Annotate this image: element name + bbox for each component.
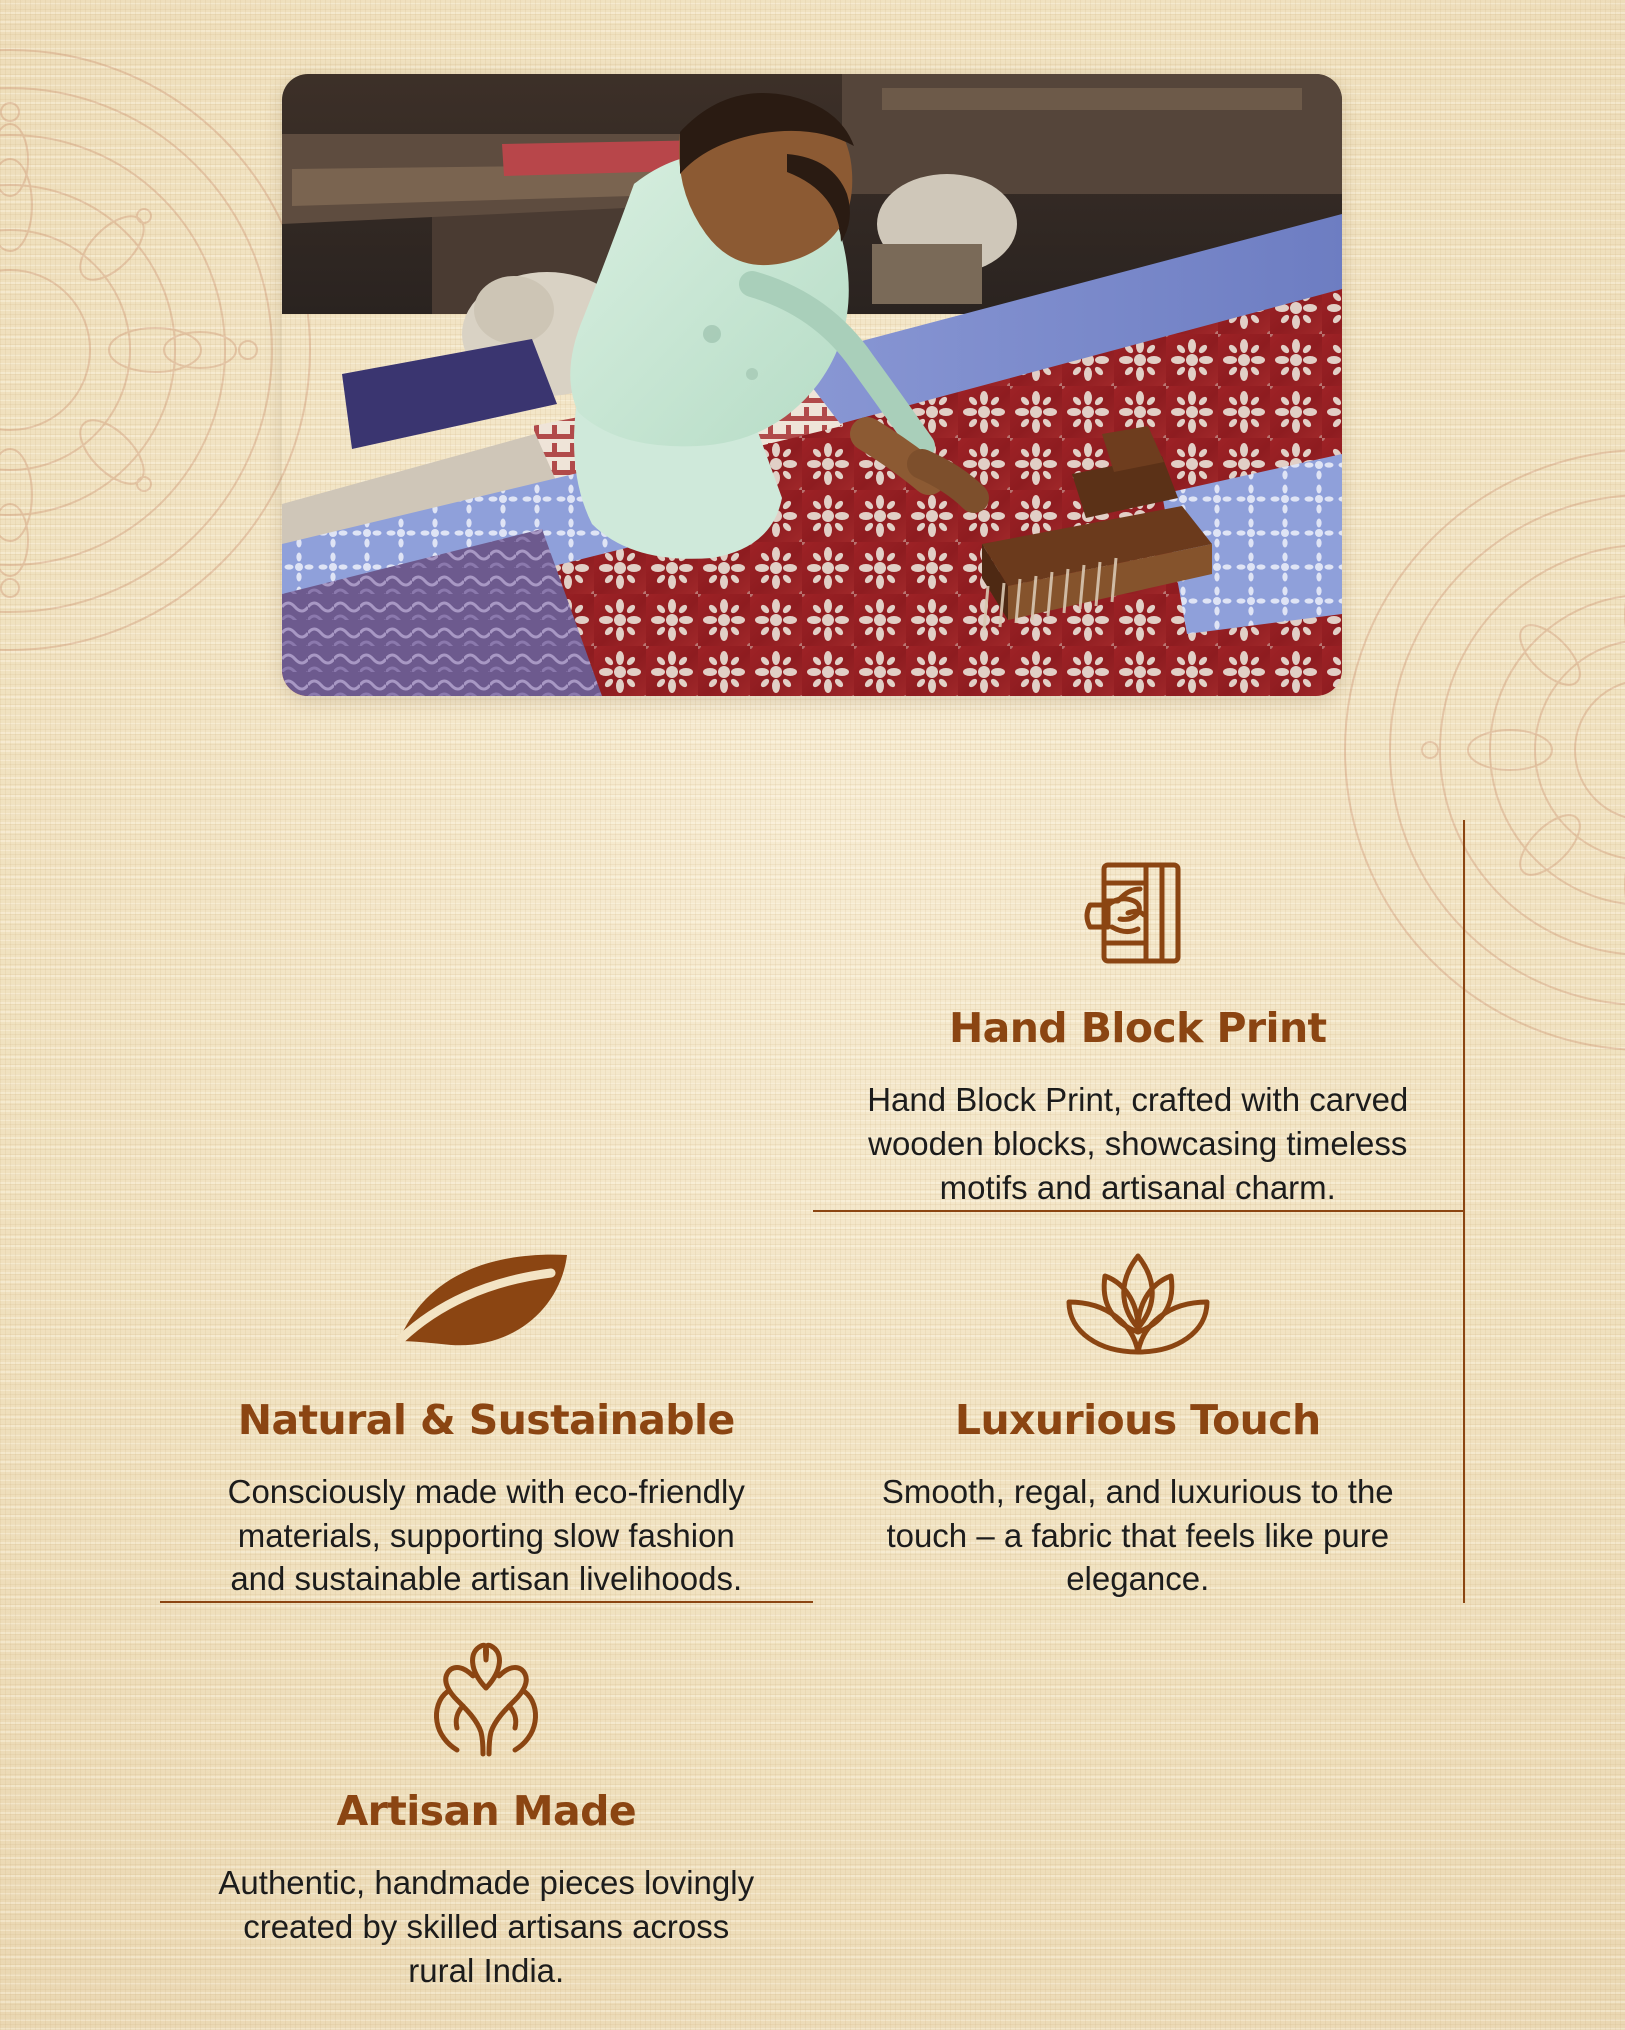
- feature-description: Consciously made with eco-friendly materials, supporting slow fashion and sustainable artisan livelihoods.: [227, 1472, 745, 1598]
- feature-card-artisan-made: [160, 1603, 813, 1993]
- lotus-icon: [1053, 1230, 1223, 1380]
- feature-grid: [160, 820, 1465, 1989]
- feature-title: Hand Block Print: [948, 1004, 1327, 1052]
- feature-card-natural-sustainable: [160, 1212, 813, 1604]
- feature-title: Natural & Sustainable: [237, 1395, 735, 1444]
- feature-card-luxurious-touch: [813, 1212, 1466, 1604]
- feature-title: Artisan Made: [336, 1787, 637, 1836]
- feature-card-hand-block-print: [813, 820, 1466, 1212]
- hands-heart-icon: [411, 1621, 561, 1771]
- leaf-icon: [391, 1230, 581, 1380]
- feature-description: Smooth, regal, and luxurious to the touch – a fabric that feels like pure elegance.: [881, 1472, 1394, 1598]
- feature-description: Authentic, handmade pieces lovingly created by skilled artisans across rural India.: [218, 1864, 755, 1989]
- hero-image: [282, 74, 1342, 696]
- mandala-ornament-left: [0, 40, 320, 665]
- hand-block-stamp-icon: [1068, 838, 1208, 988]
- feature-description: Hand Block Print, crafted with carved wooden blocks, showcasing timeless motifs and artisanal charm.: [867, 1081, 1409, 1206]
- feature-title: Luxurious Touch: [954, 1395, 1321, 1444]
